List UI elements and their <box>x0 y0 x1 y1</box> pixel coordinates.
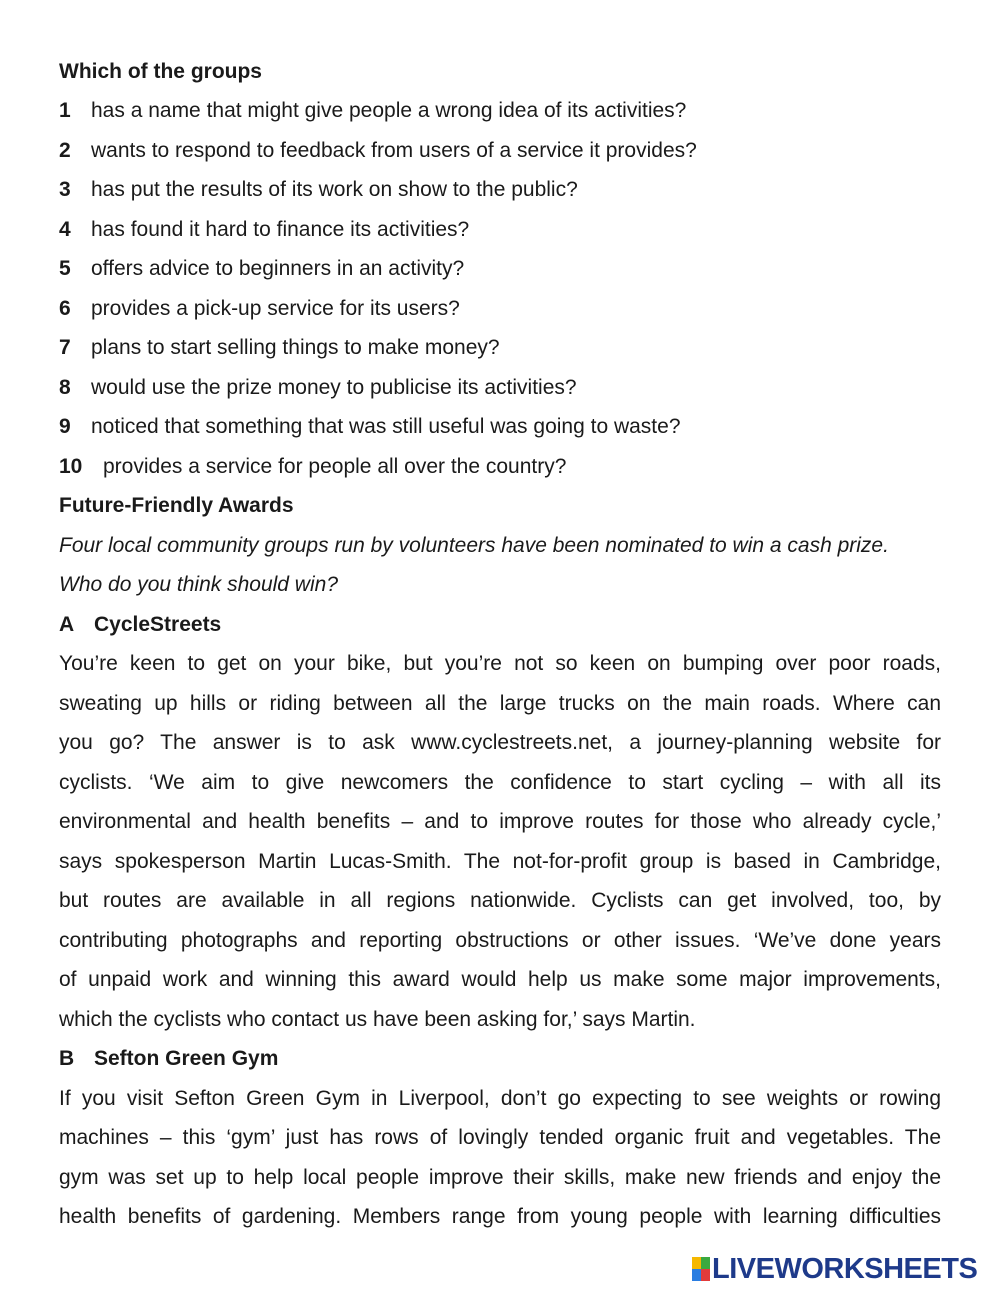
question-item <box>59 414 941 440</box>
logo-square-icon <box>701 1257 710 1269</box>
question-number: 6 <box>59 297 71 320</box>
section-a-line: sweating up hills or riding between all the large trucks on the main roads. Where can <box>59 692 941 715</box>
logo-square-icon <box>692 1257 701 1269</box>
question-number: 5 <box>59 257 71 280</box>
section-a-line: You’re keen to get on your bike, but you’re not so keen on bumping over poor roads, <box>59 652 941 675</box>
logo-square-icon <box>701 1269 710 1281</box>
question-text: has a name that might give people a wrong idea of its activities? <box>91 99 687 122</box>
article-title: Future-Friendly Awards <box>59 494 294 517</box>
question-text: has found it hard to finance its activities? <box>91 218 470 241</box>
liveworksheets-logo-icon <box>692 1257 710 1281</box>
section-a-line: environmental and health benefits – and to improve routes for those who already cycle,’ <box>59 810 941 833</box>
section-letter: B <box>59 1047 75 1070</box>
liveworksheets-logo <box>692 1254 977 1284</box>
logo-text: LIVEWORKSHEETS <box>712 1252 978 1285</box>
section-a-line: of unpaid work and winning this award would help us make some major improvements, <box>59 968 941 991</box>
question-item <box>59 454 941 480</box>
question-text: would use the prize money to publicise its activities? <box>91 376 577 399</box>
section-a-line: contributing photographs and reporting obstructions or other issues. ‘We’ve done years <box>59 929 941 952</box>
section-a-line: says spokesperson Martin Lucas-Smith. The not-for-profit group is based in Cambridge, <box>59 850 941 873</box>
section-a-line: cyclists. ‘We aim to give newcomers the confidence to start cycling – with all its <box>59 771 941 794</box>
logo-square-icon <box>692 1269 701 1281</box>
question-text: has put the results of its work on show to the public? <box>91 178 578 201</box>
section-b-line: health benefits of gardening. Members range from young people with learning difficulties <box>59 1205 941 1228</box>
question-item <box>59 138 941 164</box>
question-item <box>59 256 941 282</box>
section-b-line: If you visit Sefton Green Gym in Liverpool, don’t go expecting to see weights or rowing <box>59 1087 941 1110</box>
section-heading-a <box>59 612 941 638</box>
section-a-line: but routes are available in all regions nationwide. Cyclists can get involved, too, by <box>59 889 941 912</box>
question-item <box>59 375 941 401</box>
article-subtitle-line: Who do you think should win? <box>59 573 338 596</box>
question-number: 2 <box>59 139 71 162</box>
question-text: plans to start selling things to make money? <box>91 336 500 359</box>
section-b-line: machines – this ‘gym’ just has rows of lovingly tended organic fruit and vegetables. The <box>59 1126 941 1149</box>
article-subtitle-line: Four local community groups run by volunteers have been nominated to win a cash prize. <box>59 534 889 557</box>
question-number: 8 <box>59 376 71 399</box>
question-text: offers advice to beginners in an activity? <box>91 257 465 280</box>
question-number: 4 <box>59 218 71 241</box>
question-item <box>59 335 941 361</box>
question-item <box>59 217 941 243</box>
section-a-line: you go? The answer is to ask www.cyclestreets.net, a journey-planning website for <box>59 731 941 754</box>
question-number: 1 <box>59 99 71 122</box>
question-item <box>59 296 941 322</box>
questions-intro: Which of the groups <box>59 60 262 83</box>
question-item <box>59 98 941 124</box>
question-number: 9 <box>59 415 71 438</box>
question-number: 10 <box>59 455 83 478</box>
question-number: 3 <box>59 178 71 201</box>
section-name: CycleStreets <box>94 613 222 636</box>
question-text: provides a service for people all over the country? <box>103 455 567 478</box>
section-heading-b <box>59 1046 941 1072</box>
question-text: wants to respond to feedback from users of a service it provides? <box>91 139 697 162</box>
question-item <box>59 177 941 203</box>
question-text: provides a pick-up service for its users? <box>91 297 460 320</box>
section-a-line: which the cyclists who contact us have been asking for,’ says Martin. <box>59 1008 696 1031</box>
section-letter: A <box>59 613 75 636</box>
section-name: Sefton Green Gym <box>94 1047 279 1070</box>
question-text: noticed that something that was still useful was going to waste? <box>91 415 681 438</box>
question-number: 7 <box>59 336 71 359</box>
section-b-line: gym was set up to help local people improve their skills, make new friends and enjoy the <box>59 1166 941 1189</box>
